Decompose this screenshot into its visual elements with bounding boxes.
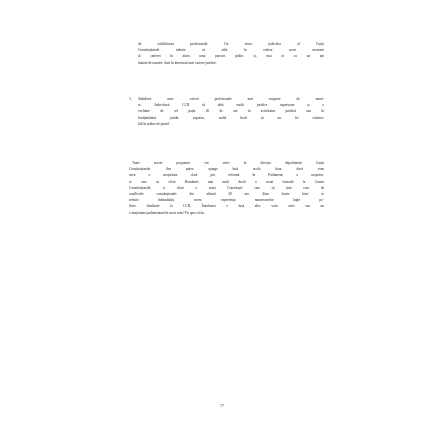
closing-paragraph [129,160,324,216]
text-line: trebuie îmbunătățit, avem experiența numeroaselor lupte po- [129,198,324,203]
text-line: Constituțională, ci chiar o nouă Constituție care să țină cont de [129,185,324,190]
numbered-paragraph [129,96,324,127]
text-line: litice finalizate la CCR. Întrebarea e însă alta: vom avea sau nu [129,204,324,209]
text-line: vechime de cel puțin 20 de ani în activitatea juridică sau în [138,109,324,114]
paragraph-continuation [138,41,324,66]
text-line: al carierei în afara unui parcurs politic și, mai ar cu un ani [138,54,324,59]
text-line: re. Judecătorii CCR să aibă studii juridice superioare și o [138,103,324,108]
text-line: conflictele constituționale din ultimii 30 ani. Știm foarte bine ce [129,191,324,196]
text-line: Stabilirea unor criterii profesionale mai exigente de numi- [138,97,324,101]
text-line: o majoritate parlamentară în acest sens? Eu sper că da. [129,210,205,215]
numbered-paragraph-body [138,96,324,127]
page-number: 17 [220,403,224,408]
text-line: înainte de numire, doar în interiorul unei cariere juridice. [138,60,217,65]
text-line: de echilibrarea profesională. Un viitor judecător al Curții [138,42,324,46]
text-line: te care să ofere României mai mult decât o nouă formulă la Curtea [129,179,324,184]
text-line: Constituționale trebuie să aibă în vedere acest moment [138,48,324,53]
text-line: avea o majoritate clară pro reformă în Parlament, o majorita- [129,173,324,178]
text-line: Constituționale. Am putea ajunge însă acolo doar dacă vom [129,167,324,172]
text-line: învățământul juridic superior, astfel încât să nu fie vulnera- [138,115,324,120]
text-line: Toate aceste propuneri vin strict în direcția depolitizării Curții [132,161,324,165]
list-number: 3. [129,97,132,101]
text-line: bili la ordine de partid. [138,121,170,126]
